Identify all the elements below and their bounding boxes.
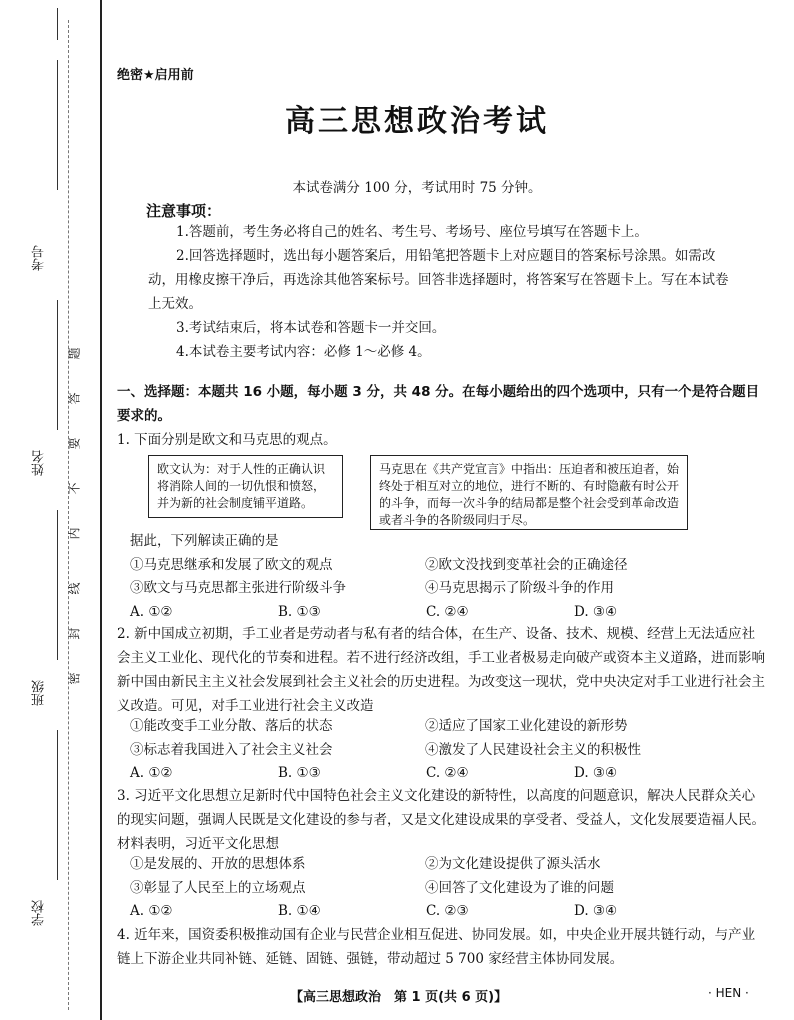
- choice-c: C. ②④: [426, 603, 469, 620]
- statement: ④回答了文化建设为了谁的问题: [425, 879, 614, 896]
- seal-char: 要: [67, 437, 82, 450]
- statement: ③标志着我国进入了社会主义社会: [130, 741, 333, 758]
- name-label: 姓名: [32, 450, 47, 476]
- question-1-options: [130, 530, 750, 624]
- notice-item: 3.考试结束后，将本试卷和答题卡一并交回。: [176, 320, 446, 336]
- binding-line: [100, 0, 102, 1020]
- exam-meta: 本试卷满分 100 分，考试用时 75 分钟。: [292, 180, 542, 196]
- notice-item: 4.本试卷主要考试内容：必修 1～必修 4。: [176, 344, 431, 360]
- exam-number-label: 考号: [32, 245, 47, 271]
- statement: ③欧文与马克思都主张进行阶级斗争: [130, 580, 346, 596]
- page-footer: 【高三思想政治 第 1 页(共 6 页)】: [290, 990, 508, 1005]
- choice-b: B. ①③: [278, 603, 321, 620]
- statement: ④马克思揭示了阶级斗争的作用: [425, 580, 614, 596]
- question-3-options: [130, 853, 750, 924]
- margin-tick: [57, 8, 58, 40]
- seal-char: 题: [67, 347, 82, 360]
- choice-b: B. ①④: [278, 903, 321, 919]
- choice-d: D. ③④: [574, 903, 618, 919]
- statement: ④激发了人民建设社会主义的积极性: [425, 741, 641, 758]
- notice-heading: 注意事项：: [146, 202, 222, 220]
- exam-title: 高三思想政治考试: [285, 104, 549, 139]
- region-code: · HEN ·: [708, 986, 749, 1000]
- confidential-mark: 绝密★启用前: [117, 68, 194, 83]
- statement: ①能改变手工业分散、落后的状态: [130, 718, 333, 734]
- statement: ①马克思继承和发展了欧文的观点: [130, 556, 333, 573]
- class-label: 班级: [32, 680, 47, 706]
- notice-item: 2.回答选择题时，选出每小题答案后，用铅笔把答题卡上对应题目的答案标号涂黑。如需改动，用橡皮擦干净后，再选涂其他答案标号。回答非选择题时，将答案写在答题卡上。写在本试卷上无效。: [148, 248, 729, 312]
- statement: ②适应了国家工业化建设的新形势: [425, 718, 628, 734]
- question-2-options: [130, 715, 750, 786]
- seal-char: 答: [67, 392, 82, 405]
- notice-list: [148, 220, 736, 364]
- notice-item: 1.答题前，考生务必将自己的姓名、考生号、考场号、座位号填写在答题卡上。: [176, 224, 648, 240]
- question-3-stem: 3. 习近平文化思想立足新时代中国特色社会主义文化建设的新特性，以高度的问题意识，解决人民群众关心的现实问题，强调人民既是文化建设的参与者，又是文化建设成果的享受者、受益人，文化发展要造福人民。材料表明，习近平文化思想: [117, 788, 765, 852]
- choice-a: A. ①②: [130, 603, 173, 620]
- choice-a: A. ①②: [130, 903, 173, 919]
- seal-char: 密: [67, 672, 82, 685]
- choice-d: D. ③④: [574, 603, 618, 620]
- question-1-lead: 据此，下列解读正确的是: [130, 533, 279, 549]
- question-2-stem: 2. 新中国成立初期，手工业者是劳动者与私有者的结合体，在生产、设备、技术、规模、经营上无法适应社会主义工业化、现代化的节奏和进程。若不进行经济改组，手工业者极易走向破产或资本主义道路，进而影响新中国由新民主主义社会发展到社会主义社会的历史进程。为改变这一现状，党中央决定对手工业进行社会主义改造。可见，对手工业进行社会主义改造: [117, 626, 765, 714]
- choice-d: D. ③④: [574, 765, 618, 781]
- owen-quote-box: 欧文认为：对于人性的正确认识将消除人间的一切仇恨和愤怒，并为新的社会制度铺平道路。: [148, 455, 343, 518]
- school-line: [57, 730, 58, 880]
- section-heading: 一、选择题：本题共 16 小题，每小题 3 分，共 48 分。在每小题给出的四个选项中，只有一个是符合题目要求的。: [117, 384, 760, 424]
- class-line: [57, 510, 58, 660]
- seal-char: 封: [67, 627, 82, 640]
- statement: ③彰显了人民至上的立场观点: [130, 879, 306, 896]
- name-line: [57, 300, 58, 430]
- choice-c: C. ②④: [426, 765, 469, 781]
- choice-b: B. ①③: [278, 765, 321, 781]
- seal-dashed-line: [68, 20, 69, 1010]
- question-1-stem: 1. 下面分别是欧文和马克思的观点。: [117, 432, 337, 448]
- marx-quote-box: 马克思在《共产党宣言》中指出：压迫者和被压迫者，始终处于相互对立的地位，进行不断的、有时隐蔽有时公开的斗争，而每一次斗争的结局都是整个社会受到革命改造或者斗争的各阶级同归于尽。: [370, 455, 688, 530]
- choice-a: A. ①②: [130, 765, 173, 781]
- choice-c: C. ②③: [426, 903, 469, 919]
- seal-char: 不: [67, 482, 82, 495]
- statement: ②为文化建设提供了源头活水: [425, 856, 601, 872]
- question-4-stem: 4. 近年来，国资委积极推动国有企业与民营企业相互促进、协同发展。如，中央企业开展共链行动，与产业链上下游企业共同补链、延链、固链、强链，带动超过 5 700 家经营主体协同发展。: [117, 927, 756, 967]
- seal-char: 线: [67, 582, 82, 595]
- school-label: 学校: [32, 900, 47, 926]
- statement: ①是发展的、开放的思想体系: [130, 856, 306, 872]
- seal-char: 内: [67, 527, 82, 540]
- statement: ②欧文没找到变革社会的正确途径: [425, 556, 628, 573]
